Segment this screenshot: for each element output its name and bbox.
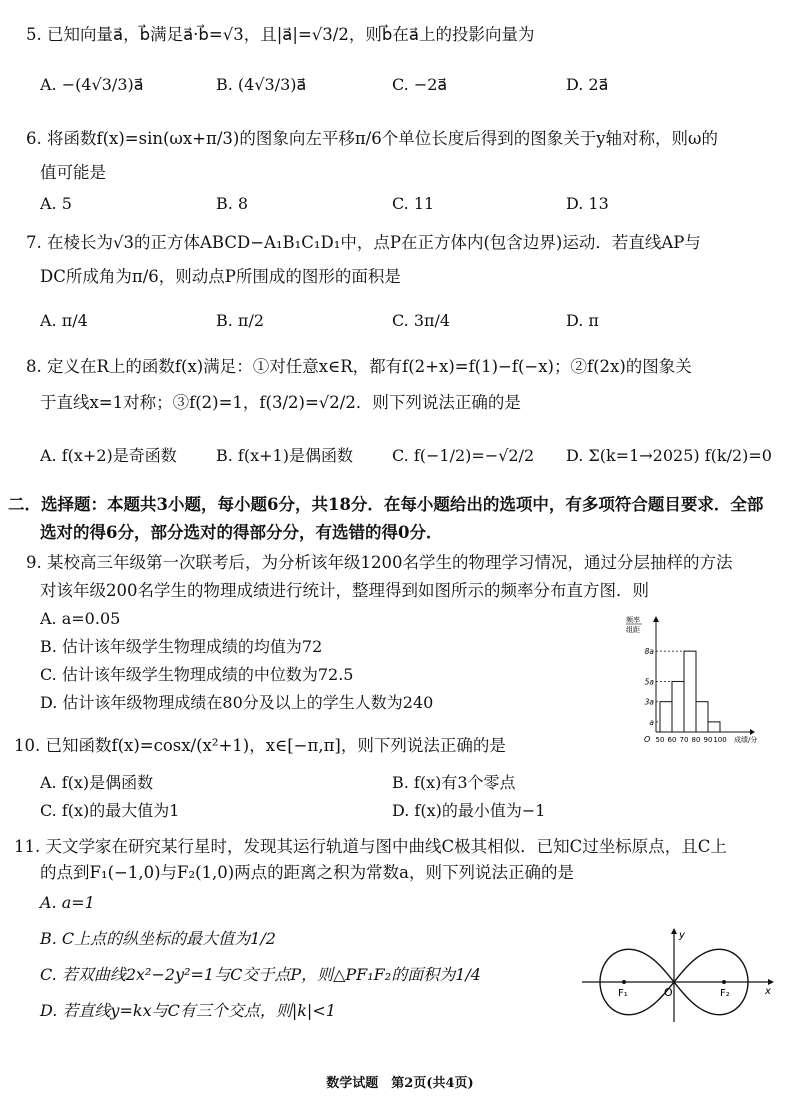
q10-option-d: D. f(x)的最小值为−1	[392, 801, 546, 820]
lemniscate-figure	[578, 924, 778, 1024]
page-footer: 数学试题 第2页(共4页)	[326, 1076, 474, 1091]
q7-option-d: D. π	[566, 311, 599, 330]
x-axis-label: x	[765, 986, 771, 997]
q9-option-d: D. 估计该年级物理成绩在80分及以上的学生人数为240	[40, 693, 434, 712]
q9-option-a: A. a=0.05	[40, 609, 121, 628]
q5-stem: 5. 已知向量a⃗，b⃗满足a⃗·b⃗=√3，且|a⃗|=√3/2，则b⃗在a⃗上的投影向量为	[26, 25, 535, 44]
q6-option-d: D. 13	[566, 194, 609, 213]
f2-label: F₂	[720, 988, 730, 999]
f1-label: F₁	[618, 988, 628, 999]
hist-ylabel-top: 频率	[626, 616, 640, 624]
q10-stem: 10. 已知函数f(x)=cosx/(x²+1)，x∈[−π,π]，则下列说法正确的是	[14, 736, 506, 755]
hist-y-arrow-icon	[653, 616, 659, 622]
q9-option-c: C. 估计该年级学生物理成绩的中位数为72.5	[40, 665, 354, 684]
q8-stem-line1: 8. 定义在R上的函数f(x)满足：①对任意x∈R，都有f(2+x)=f(1)−f(−x)；②f(2x)的图象关	[26, 357, 692, 376]
q7-option-b: B. π/2	[216, 311, 265, 330]
q6-option-a: A. 5	[40, 194, 72, 213]
hist-xtick-label-70: 70	[679, 736, 689, 744]
hist-ytick-label-2: 5a	[644, 677, 654, 687]
hist-xlabel: 成绩/分	[734, 736, 758, 744]
q5-option-d: D. 2a⃗	[566, 75, 609, 94]
q10-option-c: C. f(x)的最大值为1	[40, 801, 180, 820]
section2-heading-line2: 选对的得6分，部分选对的得部分分，有选错的得0分．	[40, 523, 443, 542]
hist-bar-90-100	[708, 722, 720, 732]
q7-stem-line2: DC所成角为π/6，则动点P所围成的图形的面积是	[40, 267, 401, 286]
hist-bar-70-80	[684, 651, 696, 732]
hist-xtick-label-50: 50	[655, 736, 665, 744]
q11-option-d: D. 若直线y=kx与C有三个交点，则|k|<1	[40, 1001, 336, 1020]
x-axis-arrow-icon	[768, 979, 774, 985]
q8-stem-line2: 于直线x=1对称；③f(2)=1，f(3/2)=√2/2．则下列说法正确的是	[40, 393, 521, 412]
q8-option-a: A. f(x+2)是奇函数	[40, 446, 177, 465]
q9-stem-line2: 对该年级200名学生的物理成绩进行统计，整理得到如图所示的频率分布直方图．则	[40, 581, 649, 600]
frequency-histogram	[620, 612, 780, 750]
q7-stem-line1: 7. 在棱长为√3的正方体ABCD−A₁B₁C₁D₁中，点P在正方体内(包含边界)运动．若直线AP与	[26, 233, 701, 252]
q6-stem-line2: 值可能是	[40, 163, 106, 182]
q7-option-a: A. π/4	[40, 311, 88, 330]
q5-option-b: B. (4√3/3)a⃗	[216, 75, 307, 94]
hist-xtick-label-100: 100	[713, 736, 727, 744]
q11-option-b: B. C上点的纵坐标的最大值为1/2	[40, 929, 276, 948]
q8-option-c: C. f(−1/2)=−√2/2	[392, 446, 535, 465]
q9-stem-line1: 9. 某校高三年级第一次联考后，为分析该年级1200名学生的物理学习情况，通过分层抽样的方法	[26, 553, 733, 572]
hist-x-arrow-icon	[750, 729, 755, 735]
q8-option-b: B. f(x+1)是偶函数	[216, 446, 353, 465]
hist-ylabel-bottom: 组距	[626, 626, 640, 634]
focus-f2-point	[722, 980, 726, 984]
q10-option-a: A. f(x)是偶函数	[40, 773, 154, 792]
focus-f1-point	[622, 980, 626, 984]
q5-option-c: C. −2a⃗	[392, 75, 448, 94]
hist-ytick-label-3: 8a	[644, 647, 654, 657]
q8-option-d: D. Σ(k=1→2025) f(k/2)=0	[566, 446, 772, 465]
q10-option-b: B. f(x)有3个零点	[392, 773, 516, 792]
section2-heading-line1: 二．选择题：本题共3小题，每小题6分，共18分．在每小题给出的选项中，有多项符合题目要求．全部	[8, 495, 764, 514]
origin-label: O	[664, 986, 673, 999]
q11-stem-line2: 的点到F₁(−1,0)与F₂(1,0)两点的距离之积为常数a，则下列说法正确的是	[40, 863, 575, 882]
hist-bar-60-70	[672, 681, 684, 732]
hist-bar-80-90	[696, 702, 708, 732]
q11-option-a: A. a=1	[40, 893, 95, 912]
q11-option-c: C. 若双曲线2x²−2y²=1与C交于点P，则△PF₁F₂的面积为1/4	[40, 965, 481, 984]
hist-origin-label: O	[644, 735, 651, 744]
y-axis-arrow-icon	[671, 928, 677, 934]
hist-bar-50-60	[660, 702, 672, 732]
hist-xtick-label-60: 60	[667, 736, 677, 744]
q7-option-c: C. 3π/4	[392, 311, 451, 330]
hist-ytick-label-1: 3a	[644, 697, 654, 707]
q11-stem-line1: 11. 天文学家在研究某行星时，发现其运行轨道与图中曲线C极其相似．已知C过坐标原点，且C上	[14, 837, 727, 856]
q6-option-c: C. 11	[392, 194, 435, 213]
hist-xtick-label-80: 80	[691, 736, 701, 744]
q9-option-b: B. 估计该年级学生物理成绩的均值为72	[40, 637, 323, 656]
q6-option-b: B. 8	[216, 194, 249, 213]
hist-xtick-label-90: 90	[703, 736, 713, 744]
y-axis-label: y	[679, 930, 685, 941]
q6-stem-line1: 6. 将函数f(x)=sin(ωx+π/3)的图象向左平移π/6个单位长度后得到的图象关于y轴对称，则ω的	[26, 129, 719, 148]
hist-ytick-label-0: a	[649, 717, 654, 727]
q5-option-a: A. −(4√3/3)a⃗	[40, 75, 144, 94]
